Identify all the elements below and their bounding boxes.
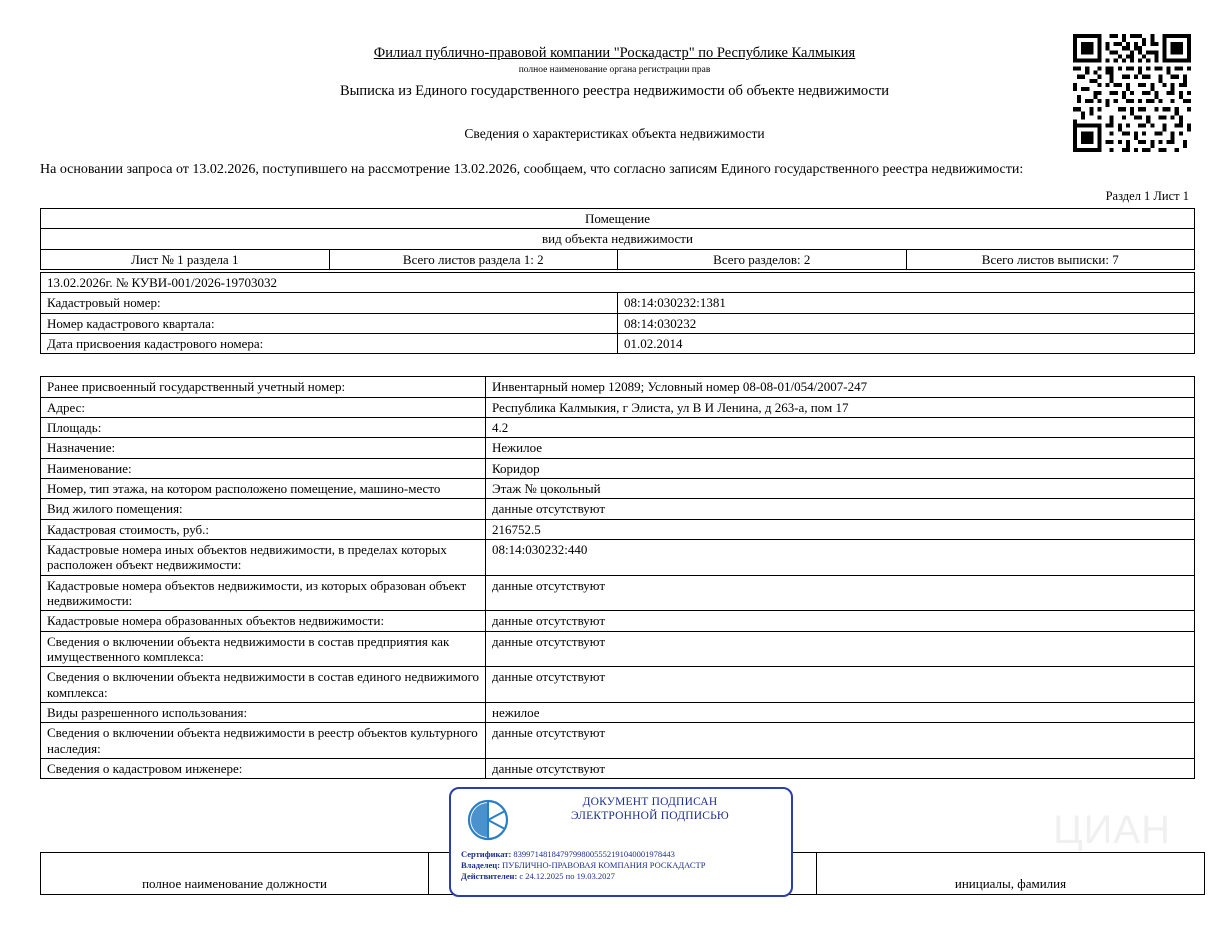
table-row: [41, 758, 1195, 778]
total-sections: Всего разделов: 2: [618, 249, 907, 269]
object-type-table: [40, 208, 1195, 270]
row-value: 4.2: [486, 417, 1195, 437]
object-type-caption: вид объекта недвижимости: [41, 229, 1195, 249]
table-row: [41, 723, 1195, 759]
row-label: Дата присвоения кадастрового номера:: [41, 333, 618, 353]
row-value: 08:14:030232: [618, 313, 1195, 333]
table-row: [41, 499, 1195, 519]
table-row: [41, 229, 1195, 249]
row-label: Ранее присвоенный государственный учетный номер:: [41, 377, 486, 397]
row-label: Номер кадастрового квартала:: [41, 313, 618, 333]
row-label: Адрес:: [41, 397, 486, 417]
row-value: нежилое: [486, 702, 1195, 722]
characteristics-table: [40, 376, 1195, 779]
row-value: 08:14:030232:1381: [618, 293, 1195, 313]
signature-stamp-content: [459, 795, 783, 843]
cadastral-meta-table: [40, 272, 1195, 354]
document-title: Выписка из Единого государственного реестра недвижимости об объекте недвижимости: [339, 82, 890, 99]
table-row: [41, 611, 1195, 631]
table-row: [41, 313, 1195, 333]
table-row: [41, 377, 1195, 397]
signature-line-1: ДОКУМЕНТ ПОДПИСАН: [582, 796, 718, 808]
table-row: [41, 333, 1195, 353]
row-label: Площадь:: [41, 417, 486, 437]
initials-caption: инициалы, фамилия: [817, 853, 1205, 895]
table-row: [41, 631, 1195, 667]
table-row: [41, 702, 1195, 722]
row-value: Республика Калмыкия, г Элиста, ул В И Ленина, д 263-а, пом 17: [486, 397, 1195, 417]
table-row: [41, 249, 1195, 269]
table-row: [41, 273, 1195, 293]
row-label: Наименование:: [41, 458, 486, 478]
row-value: 01.02.2014: [618, 333, 1195, 353]
row-label: Назначение:: [41, 438, 486, 458]
owner-row: [461, 860, 783, 871]
row-value: данные отсутствуют: [486, 499, 1195, 519]
logo-svg: [465, 797, 511, 843]
row-label: Кадастровые номера объектов недвижимости, из которых образован объект недвижимости:: [41, 575, 486, 611]
section-title: Сведения о характеристиках объекта недвижимости: [464, 126, 765, 142]
owner-label: Владелец:: [461, 860, 501, 871]
watermark-text: ЦИАН: [1053, 808, 1171, 852]
table-row: [41, 519, 1195, 539]
row-label: Кадастровые номера образованных объектов недвижимости:: [41, 611, 486, 631]
organization-subtitle: полное наименование органа регистрации прав: [518, 65, 711, 76]
table-row: [41, 458, 1195, 478]
row-value: 216752.5: [486, 519, 1195, 539]
table-row: [41, 539, 1195, 575]
document-number-row: 13.02.2026г. № КУВИ-001/2026-19703032: [41, 273, 1195, 293]
row-value: данные отсутствуют: [486, 667, 1195, 703]
total-sheets-section: Всего листов раздела 1: 2: [329, 249, 618, 269]
validity-label: Действителен:: [461, 871, 518, 882]
table-row: [41, 575, 1195, 611]
object-type-value: Помещение: [41, 209, 1195, 229]
table-row: [41, 438, 1195, 458]
row-label: Вид жилого помещения:: [41, 499, 486, 519]
qr-code-icon: [1073, 34, 1191, 152]
row-value: 08:14:030232:440: [486, 539, 1195, 575]
total-sheets-extract: Всего листов выписки: 7: [906, 249, 1195, 269]
row-value: данные отсутствуют: [486, 758, 1195, 778]
table-row: [41, 417, 1195, 437]
row-value: Нежилое: [486, 438, 1195, 458]
table-row: [41, 478, 1195, 498]
table-row: [41, 293, 1195, 313]
signature-line-2: ЭЛЕКТРОННОЙ ПОДПИСЬЮ: [571, 810, 729, 823]
validity-row: [461, 871, 783, 882]
document-header: [0, 0, 1229, 142]
row-value: данные отсутствуют: [486, 575, 1195, 611]
row-label: Виды разрешенного использования:: [41, 702, 486, 722]
row-value: данные отсутствуют: [486, 723, 1195, 759]
position-caption: полное наименование должности: [41, 853, 429, 895]
validity-value: с 24.12.2025 по 19.03.2027: [519, 871, 615, 882]
roskadastr-logo-icon: [465, 797, 511, 843]
certificate-label: Сертификат:: [461, 849, 512, 859]
row-label: Сведения о включении объекта недвижимости в состав предприятия как имущественного комплекса:: [41, 631, 486, 667]
row-value: данные отсутствуют: [486, 631, 1195, 667]
signature-stamp-text: [511, 795, 783, 824]
certificate-value: 83997148184797998005552191040001978443: [513, 849, 675, 859]
electronic-signature-stamp: [449, 787, 793, 897]
row-label: Сведения о включении объекта недвижимости в реестр объектов культурного наследия:: [41, 723, 486, 759]
row-value: Коридор: [486, 458, 1195, 478]
owner-value: ПУБЛИЧНО-ПРАВОВАЯ КОМПАНИЯ РОСКАДАСТР: [502, 860, 706, 871]
row-value: Инвентарный номер 12089; Условный номер 08-08-01/054/2007-247: [486, 377, 1195, 397]
certificate-row: [461, 849, 783, 860]
basis-statement: На основании запроса от 13.02.2026, поступившего на рассмотрение 13.02.2026, сообщаем, что согласно записям Единого государственного реестра недвижимости:: [40, 162, 1024, 178]
table-row: [41, 209, 1195, 229]
qr-code-svg: [1073, 34, 1191, 152]
row-value: Этаж № цокольный: [486, 478, 1195, 498]
row-label: Сведения о кадастровом инженере:: [41, 758, 486, 778]
table-row: [41, 397, 1195, 417]
row-label: Сведения о включении объекта недвижимости в состав единого недвижимого комплекса:: [41, 667, 486, 703]
section-sheet-label: Раздел 1 Лист 1: [1105, 189, 1189, 204]
row-label: Кадастровая стоимость, руб.:: [41, 519, 486, 539]
organization-title: Филиал публично-правовой компании "Роскадастр" по Республике Калмыкия: [373, 45, 856, 61]
row-value: данные отсутствуют: [486, 611, 1195, 631]
table-row: [41, 667, 1195, 703]
row-label: Кадастровые номера иных объектов недвижимости, в пределах которых расположен объект недвижимости:: [41, 539, 486, 575]
row-label: Номер, тип этажа, на котором расположено помещение, машино-место: [41, 478, 486, 498]
row-label: Кадастровый номер:: [41, 293, 618, 313]
sheet-of-section: Лист № 1 раздела 1: [41, 249, 330, 269]
signature-details: [459, 849, 783, 882]
